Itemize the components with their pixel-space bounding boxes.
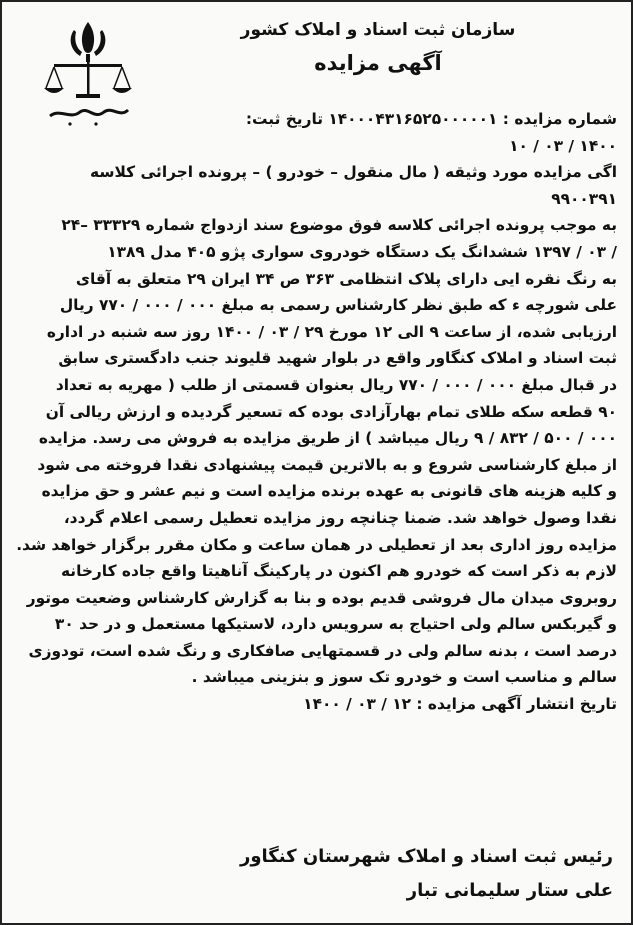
body-line: مزایده روز اداری بعد از تعطیلی در همان ساعت و مکان مقرر برگزار خواهد شد. [16,535,617,554]
body-line: و گیربکس سالم ولی احتیاج به سرویس دارد، لاستیکها مستعمل و در حد ۳۰ [54,615,617,634]
body-line: سالم و مناسب است و خودرو تک سوز و بنزینی میباشد . [191,668,617,687]
body-line: به موجب پرونده اجرائی کلاسه فوق موضوع سند ازدواج شماره ۳۳۳۲۹ –۲۴ [61,216,617,235]
body-line: به رنگ نقره ایی دارای پلاک انتظامی ۳۶۳ ص ۳۴ ایران ۲۹ متعلق به آقای [75,269,617,288]
auction-number-line: شماره مزایده : ۱۴۰۰۰۴۳۱۶۵۲۵۰۰۰۰۰۱ تاریخ ثبت: [245,110,617,128]
signature-block [240,840,613,908]
notice-header [143,16,613,78]
notice-title: آگهی مزایده [314,51,442,75]
body-line: در قبال مبلغ ۰۰۰ / ۰۰۰ / ۷۷۰ ریال بعنوان قسمتی از طلب ( مهریه به تعداد [55,375,617,394]
body-line: درصد است ، بدنه سالم ولی در قسمتهایی صافکاری و رنگ شده است، تودوزی [28,641,617,660]
body-line: ثبت اسناد و املاک کنگاور واقع در بلوار شهید قلیوند جنب دادگستری سابق [58,349,617,368]
signatory-position: رئیس ثبت اسناد و املاک شهرستان کنگاور [239,846,613,867]
body-line: از مبلغ کارشناسی شروع و به بالاترین قیمت پیشنهادی نقدا فروخته می شود [37,455,617,474]
body-line: لازم به ذکر است که خودرو هم اکنون در پارکینگ آناهیتا واقع جاده کارخانه [60,562,617,581]
body-line: ارزیابی شده، از ساعت ۹ الی ۱۲ مورخ ۲۹ / ۰۳ / ۱۴۰۰ روز سه شنبه در اداره [46,322,617,341]
organization-name: سازمان ثبت اسناد و املاک کشور [240,20,516,40]
body-line: ۰۰۰ / ۵۰۰ / ۸۳۲ / ۹ ریال میباشد ) از طریق مزایده به فروش می رسد. مزایده [38,429,617,448]
notice-body [16,106,617,718]
body-line: علی شورچه ء که طبق نظر کارشناس رسمی به مبلغ ۰۰۰ / ۰۰۰ / ۷۷۰ ریال [59,296,617,315]
case-number-line: ۹۹۰۰۳۹۱ [551,189,617,208]
body-line: / ۰۳ / ۱۳۹۷ ششدانگ یک دستگاه خودروی سواری پژو ۴۰۵ مدل ۱۳۸۹ [107,242,617,261]
signatory-name: علی ستار سلیمانی تبار [406,880,613,901]
body-line: ۹۰ قطعه سکه طلای تمام بهارآزادی بوده که تسعیر گردیده و ارزش ریالی آن [45,402,617,421]
body-line: و کلیه هزینه های قانونی به عهده برنده مزایده است و نیم عشر و حق مزایده [41,482,617,501]
publication-date-line: تاریخ انتشار آگهی مزایده : ۱۲ / ۰۳ / ۱۴۰۰ [303,695,617,714]
registration-date-line: ۱۴۰۰ / ۰۳ / ۱۰ [509,136,617,155]
body-line: روبروی میدان مال فروشی قدیم بوده و بنا به گزارش کارشناس وضعیت موتور [26,588,617,607]
notice-subject-line: اگی مزایده مورد وثیقه ( مال منقول – خودرو ) – پرونده اجرائی کلاسه [90,163,617,182]
body-line: نقدا وصول خواهد شد. ضمنا چنانچه روز مزایده تعطیل رسمی اعلام گردد، [63,508,617,527]
